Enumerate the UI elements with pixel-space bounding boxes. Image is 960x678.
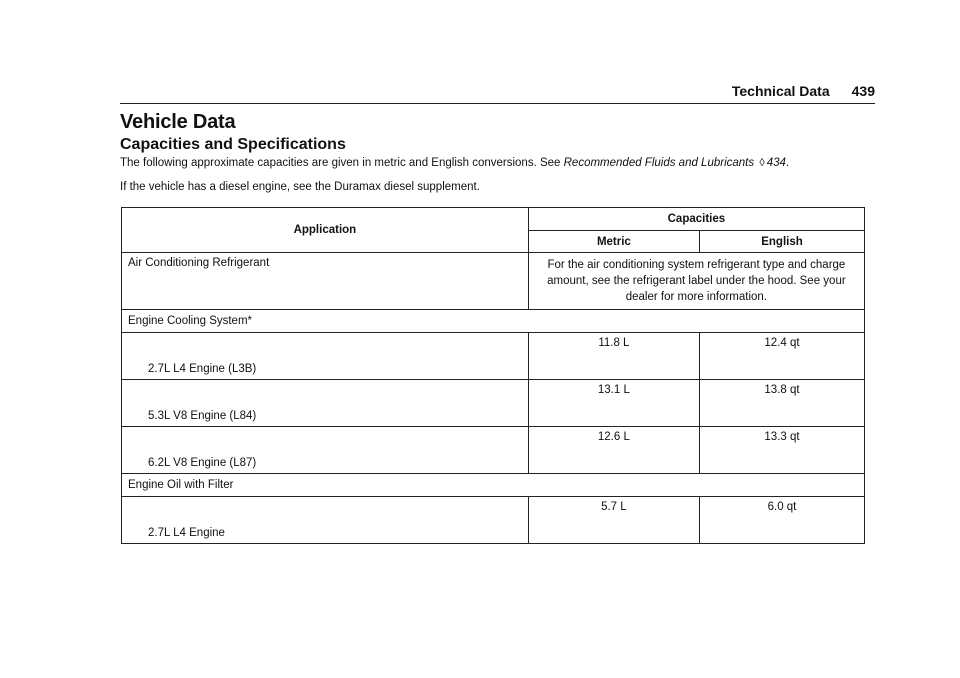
ac-refrigerant-note: For the air conditioning system refrigerant type and charge amount, see the refrigerant label under the hood. See your dealer for more information. xyxy=(528,253,864,310)
intro-paragraph: The following approximate capacities are given in metric and English conversions. See Recommended Fluids and Lubricants ◊ 434. xyxy=(120,157,790,169)
header-rule xyxy=(120,103,875,104)
table-row xyxy=(122,333,865,380)
cooling-system-label: Engine Cooling System* xyxy=(122,310,865,333)
section-heading: Capacities and Specifications xyxy=(120,136,346,153)
table-row xyxy=(122,380,865,427)
header-metric: Metric xyxy=(528,231,699,253)
engine-name: 5.3L V8 Engine (L84) xyxy=(122,380,529,427)
header-english: English xyxy=(700,231,865,253)
english-value: 6.0 qt xyxy=(700,497,865,544)
engine-name: 6.2L V8 Engine (L87) xyxy=(122,427,529,474)
engine-oil-label: Engine Oil with Filter xyxy=(122,474,865,497)
engine-name: 2.7L L4 Engine xyxy=(122,497,529,544)
section-title: Technical Data xyxy=(731,83,830,99)
diesel-note: If the vehicle has a diesel engine, see the Duramax diesel supplement. xyxy=(120,181,480,193)
metric-value: 12.6 L xyxy=(528,427,699,474)
recommended-fluids-link[interactable]: Recommended Fluids and Lubricants xyxy=(563,157,755,169)
metric-value: 11.8 L xyxy=(528,333,699,380)
english-value: 12.4 qt xyxy=(700,333,865,380)
page-ref[interactable]: 434 xyxy=(766,157,786,169)
table-row xyxy=(122,310,865,333)
page-header xyxy=(120,83,875,99)
english-value: 13.8 qt xyxy=(700,380,865,427)
header-capacities: Capacities xyxy=(528,208,864,231)
engine-name: 2.7L L4 Engine (L3B) xyxy=(122,333,529,380)
intro-text: The following approximate capacities are given in metric and English conversions. See xyxy=(120,157,564,169)
capacities-table xyxy=(121,207,865,544)
page-ref-arrow-icon: ◊ xyxy=(759,157,765,169)
table-row xyxy=(122,253,865,310)
table-row xyxy=(122,427,865,474)
table-row xyxy=(122,497,865,544)
page-title: Vehicle Data xyxy=(120,111,236,133)
header-application: Application xyxy=(122,208,529,253)
table-row xyxy=(122,474,865,497)
metric-value: 13.1 L xyxy=(528,380,699,427)
english-value: 13.3 qt xyxy=(700,427,865,474)
ac-refrigerant-label: Air Conditioning Refrigerant xyxy=(122,253,529,310)
metric-value: 5.7 L xyxy=(528,497,699,544)
page-number: 439 xyxy=(851,83,875,99)
